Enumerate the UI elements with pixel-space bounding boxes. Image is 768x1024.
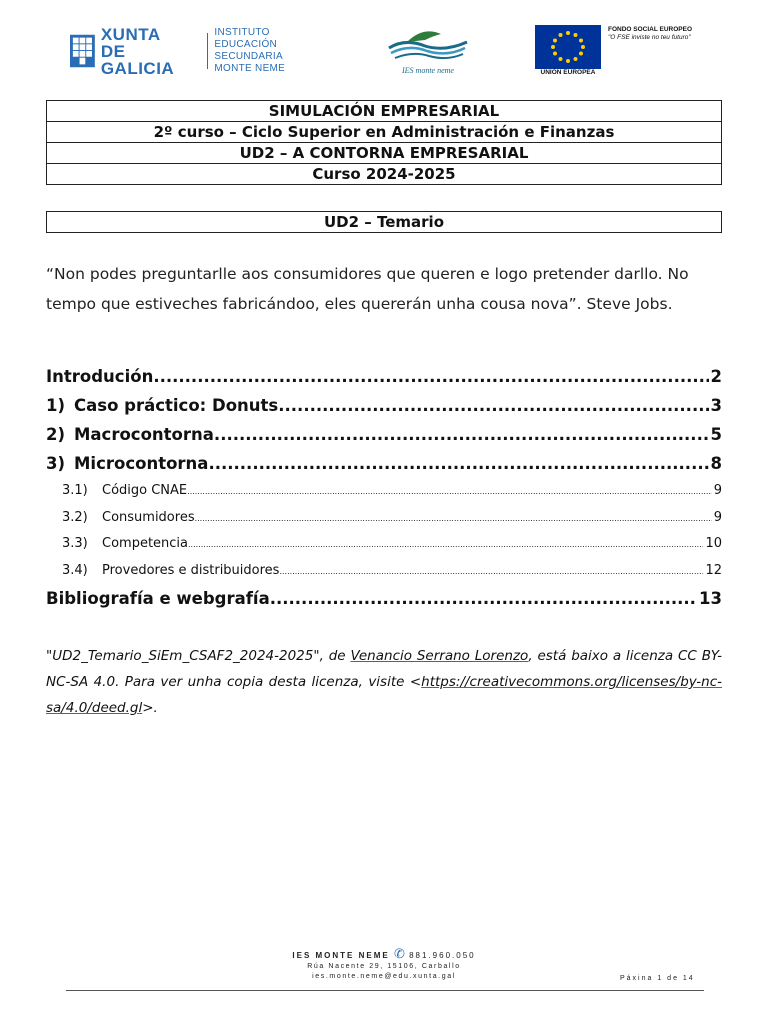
toc-leader-dots <box>214 420 709 449</box>
toc-entry-page: 8 <box>710 454 722 473</box>
toc-entry-bibliography[interactable] <box>46 584 722 613</box>
toc-entry-number: 3) <box>46 454 66 473</box>
toc-entry-label: Código CNAE <box>102 483 188 498</box>
toc-leader-dots <box>195 506 712 532</box>
title-unit: UD2 – A CONTORNA EMPRESARIAL <box>47 143 721 164</box>
toc-entry-label: Caso práctico: Donuts <box>74 396 279 415</box>
footer-divider <box>66 990 704 991</box>
title-course: 2º curso – Ciclo Superior en Administración e Finanzas <box>47 122 721 143</box>
toc-leader-dots <box>278 391 708 420</box>
toc-entry-page: 13 <box>699 589 722 608</box>
eu-label: UNIÓN EUROPEA <box>540 69 596 76</box>
toc-entry-page: 10 <box>705 536 722 551</box>
toc-entry-label: Consumidores <box>102 509 195 525</box>
toc-subentry-3-4[interactable] <box>46 558 722 585</box>
logo-separator <box>207 33 208 69</box>
course-title-table <box>46 100 722 185</box>
xunta-wordmark <box>101 26 200 77</box>
toc-subentry-3-1[interactable] <box>46 478 722 505</box>
toc-entry-page: 2 <box>710 367 722 386</box>
section-title: UD2 – Temario <box>46 211 722 233</box>
toc-entry-label: Bibliografía e webgrafía <box>46 589 270 608</box>
toc-entry-label: Introdución <box>46 367 154 386</box>
toc-entry-label: Competencia <box>102 536 189 551</box>
title-subject: SIMULACIÓN EMPRESARIAL <box>47 101 721 122</box>
toc-entry-2[interactable] <box>46 420 722 449</box>
toc-entry-label: Provedores e distribuidores <box>102 562 280 578</box>
toc-entry-number: 2) <box>46 425 66 444</box>
toc-entry-page: 5 <box>710 425 722 444</box>
eu-flag-icon <box>535 25 601 69</box>
toc-entry-page: 9 <box>713 509 722 525</box>
toc-subentry-3-3[interactable] <box>46 531 722 558</box>
footer-address: Rúa Nacente 29, 15106, Carballo <box>307 963 461 970</box>
toc-entry-intro[interactable] <box>46 362 722 391</box>
toc-leader-dots <box>208 449 708 478</box>
license-notice <box>46 643 722 721</box>
waves-mountain-icon <box>385 26 471 64</box>
toc-leader-dots <box>153 362 708 391</box>
institute-name <box>214 27 330 75</box>
xunta-emblem-icon <box>70 34 95 68</box>
footer-school-name: IES MONTE NEME <box>292 951 390 960</box>
quote-paragraph: “Non podes preguntarlle aos consumidores que queren e logo pretender darllo. No tempo que estiveches fabricándoo, eles quererán unha cousa nova”. Steve Jobs. <box>46 265 689 313</box>
phone-icon: ✆ <box>393 946 405 961</box>
page-number: Páxina 1 de 14 <box>620 975 695 982</box>
toc-leader-dots <box>279 559 703 585</box>
toc-subentry-3-2[interactable] <box>46 505 722 532</box>
toc-entry-number: 1) <box>46 396 66 415</box>
toc-leader-dots <box>187 479 712 505</box>
table-of-contents <box>46 362 722 613</box>
toc-entry-page: 9 <box>713 483 722 498</box>
toc-entry-number: 3.1) <box>62 483 88 498</box>
institute-line1: INSTITUTO EDUCACIÓN <box>214 27 278 50</box>
ies-logo-caption: IES monte neme <box>402 66 454 75</box>
toc-entry-3[interactable] <box>46 449 722 478</box>
toc-entry-number: 3.2) <box>62 509 88 525</box>
footer-email: ies.monte.neme@edu.xunta.gal <box>312 973 456 980</box>
toc-entry-page: 3 <box>710 396 722 415</box>
toc-leader-dots <box>188 532 703 558</box>
fse-motto: "O FSE inviste no teu futuro" <box>608 34 691 41</box>
toc-leader-dots <box>270 584 697 613</box>
license-text-part1: "UD2_Temario_SiEm_CSAF2_2024-2025", de <box>46 648 351 664</box>
toc-entry-page: 12 <box>705 562 722 578</box>
toc-entry-label: Microcontorna <box>74 454 209 473</box>
institute-line2: SECUNDARIA <box>214 51 283 62</box>
footer-phone: 881.960.050 <box>409 951 476 960</box>
xunta-line2: DE GALICIA <box>100 41 175 78</box>
xunta-galicia-logo <box>70 24 330 78</box>
toc-entry-number: 3.3) <box>62 536 88 551</box>
institute-line3: MONTE NEME <box>214 63 286 74</box>
license-text-part3: >. <box>142 700 158 716</box>
toc-entry-number: 3.4) <box>62 562 88 578</box>
fse-title: FONDO SOCIAL EUROPEO <box>608 26 693 33</box>
fse-text <box>608 26 692 42</box>
title-year: Curso 2024-2025 <box>312 165 456 183</box>
xunta-line1: XUNTA <box>100 24 161 44</box>
author-link[interactable]: Venancio Serrano Lorenzo <box>350 648 529 664</box>
toc-entry-1[interactable] <box>46 391 722 420</box>
toc-entry-label: Macrocontorna <box>74 425 214 444</box>
ies-monte-neme-logo <box>385 26 471 74</box>
license-url-link[interactable]: https://creativecommons.org/licenses/by-nc-sa/4.0/deed.gl <box>46 674 722 716</box>
license-text-part2: , está baixo a licenza CC BY-NC-SA 4.0. Para ver unha copia desta licenza, visite < <box>46 648 722 690</box>
